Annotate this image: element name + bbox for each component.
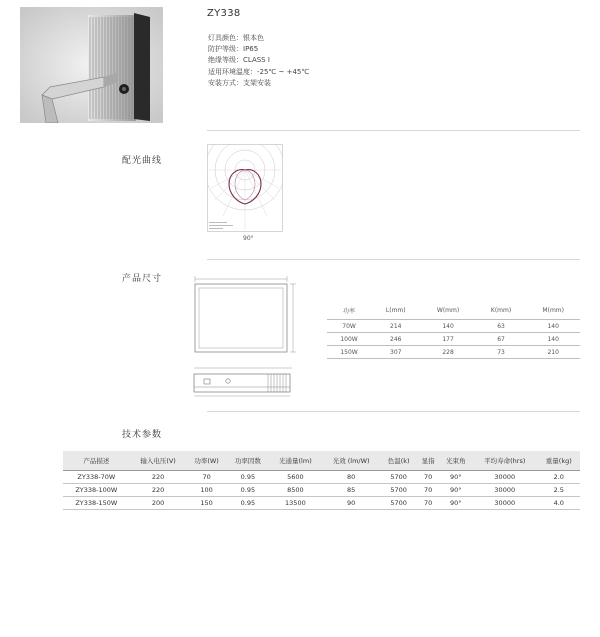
front-view-drawing (193, 276, 299, 354)
column-header: 功率(W) (187, 451, 227, 471)
table-cell: 90 (322, 497, 381, 510)
tech-params-title: 技术参数 (122, 430, 163, 440)
column-header: 显指 (417, 451, 440, 471)
table-cell: 4.0 (538, 497, 580, 510)
spec-ip-rating: 防护等级：IP65 (208, 45, 259, 54)
spec-color: 灯具颜色：银本色 (208, 34, 264, 42)
table-header-row (327, 302, 580, 320)
divider (207, 130, 580, 131)
column-header: L(mm) (371, 302, 420, 320)
table-cell: 100 (187, 484, 227, 497)
column-header: 光通量(lm) (269, 451, 322, 471)
divider (207, 259, 580, 260)
table-cell: 214 (371, 320, 420, 333)
table-cell: 30000 (472, 484, 538, 497)
table-cell: 228 (420, 346, 475, 359)
spec-mounting: 安装方式：支架安装 (208, 78, 271, 87)
spec-ambient-temperature: 适用环境温度：-25℃ ~ +45℃ (208, 67, 310, 76)
table-cell: 80 (322, 471, 381, 484)
spec-list (208, 33, 309, 89)
table-cell: 5600 (269, 471, 322, 484)
table-cell: 90° (439, 484, 472, 497)
polar-angle-caption: 90° (243, 235, 254, 242)
table-row (327, 333, 580, 346)
table-cell: 90° (439, 497, 472, 510)
table-cell: ZY338-150W (63, 497, 130, 510)
table-cell: 307 (371, 346, 420, 359)
table-cell: ZY338-100W (63, 484, 130, 497)
table-cell: 220 (130, 484, 187, 497)
table-cell: 140 (526, 333, 580, 346)
table-cell: 150 (187, 497, 227, 510)
product-photo (20, 7, 163, 123)
table-cell: 8500 (269, 484, 322, 497)
polar-curve-diagram (207, 144, 283, 232)
table-cell: 246 (371, 333, 420, 346)
table-cell: 0.95 (227, 497, 269, 510)
column-header: 功率因数 (227, 451, 269, 471)
table-cell: 13500 (269, 497, 322, 510)
table-cell: 70W (327, 320, 371, 333)
dimensions-title: 产品尺寸 (122, 274, 163, 284)
table-row (63, 471, 580, 484)
table-cell: 70 (187, 471, 227, 484)
table-cell: 70 (417, 471, 440, 484)
table-cell: 30000 (472, 471, 538, 484)
table-cell: 30000 (472, 497, 538, 510)
table-cell: 140 (420, 320, 475, 333)
column-header: W(mm) (420, 302, 475, 320)
light-distribution-title: 配光曲线 (122, 156, 163, 166)
table-row (63, 484, 580, 497)
table-cell: 0.95 (227, 471, 269, 484)
column-header: 平均寿命(hrs) (472, 451, 538, 471)
column-header: 输入电压(V) (130, 451, 187, 471)
column-header: 光束角 (439, 451, 472, 471)
column-header: 重量(kg) (538, 451, 580, 471)
table-cell: 5700 (381, 471, 417, 484)
table-cell: 150W (327, 346, 371, 359)
table-cell: 67 (476, 333, 527, 346)
table-cell: 5700 (381, 484, 417, 497)
column-header: 色温(k) (381, 451, 417, 471)
table-cell: 73 (476, 346, 527, 359)
divider (207, 411, 580, 412)
spec-insulation-class: 绝缘等级：CLASS Ⅰ (208, 56, 270, 65)
table-cell: 85 (322, 484, 381, 497)
table-cell: 200 (130, 497, 187, 510)
table-cell: 220 (130, 471, 187, 484)
column-header: 功率 (327, 302, 371, 320)
table-cell: ZY338-70W (63, 471, 130, 484)
table-cell: 100W (327, 333, 371, 346)
table-cell: 210 (526, 346, 580, 359)
table-cell: 90° (439, 471, 472, 484)
model-number: ZY338 (207, 8, 241, 19)
column-header: 产品描述 (63, 451, 130, 471)
table-cell: 63 (476, 320, 527, 333)
table-cell: 0.95 (227, 484, 269, 497)
table-row (327, 320, 580, 333)
table-cell: 5700 (381, 497, 417, 510)
side-view-drawing (188, 366, 300, 399)
table-cell: 2.0 (538, 471, 580, 484)
dimensions-table (327, 302, 580, 359)
table-row (63, 497, 580, 510)
table-header-row (63, 451, 580, 471)
tech-params-table (63, 451, 580, 510)
table-cell: 140 (526, 320, 580, 333)
table-cell: 177 (420, 333, 475, 346)
table-cell: 2.5 (538, 484, 580, 497)
table-row (327, 346, 580, 359)
column-header: K(mm) (476, 302, 527, 320)
table-cell: 70 (417, 497, 440, 510)
table-cell: 70 (417, 484, 440, 497)
column-header: M(mm) (526, 302, 580, 320)
column-header: 光效 (lm/W) (322, 451, 381, 471)
